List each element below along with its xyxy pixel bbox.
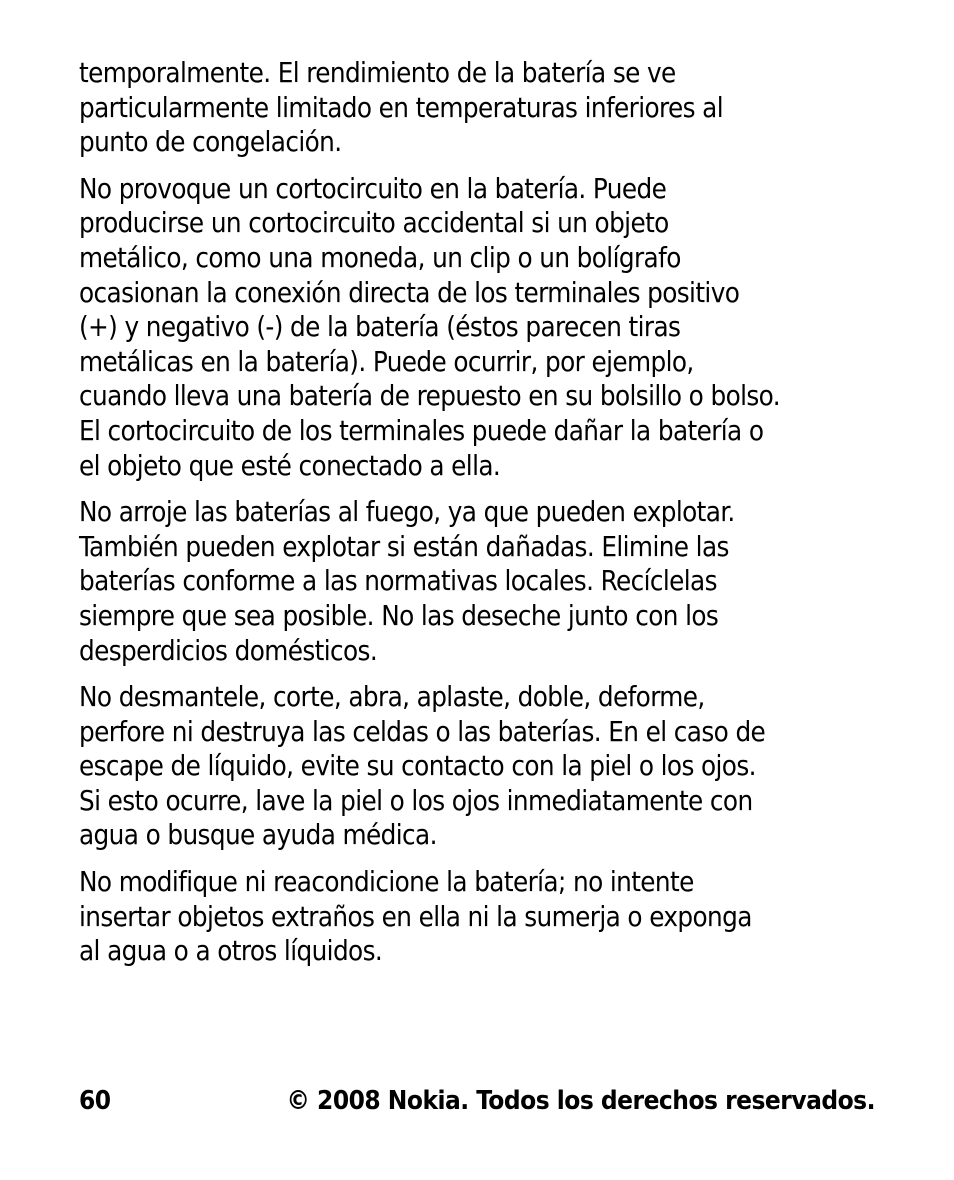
paragraph-dismantle: No desmantele, corte, abra, aplaste, doble, deforme, perfore ni destruya las celdas o las baterías. En el caso de escape de líquido, evite su contacto con la piel o los ojos. Si esto ocurre, lave la piel o los ojos inmediatamente con agua o busque ayuda médica. [79,681,766,852]
paragraph-modify: No modifique ni reacondicione la batería; no intente insertar objetos extraños en ella ni la sumerja o exponga al agua o a otros líquidos. [79,866,752,968]
document-body [79,56,879,981]
page-footer [79,1086,875,1126]
paragraph-battery-temperature: temporalmente. El rendimiento de la batería se ve particularmente limitado en temperaturas inferiores al punto de congelación. [79,57,724,159]
paragraph-fire-disposal: No arroje las baterías al fuego, ya que pueden explotar. También pueden explotar si están dañadas. Elimine las baterías conforme a las normativas locales. Recíclelas siempre que sea posible. No las deseche junto con los desperdicios domésticos. [79,496,735,667]
copyright-notice: © 2008 Nokia. Todos los derechos reservados. [286,1086,875,1116]
page-number: 60 [79,1086,111,1116]
paragraph-short-circuit: No provoque un cortocircuito en la batería. Puede producirse un cortocircuito accidental si un objeto metálico, como una moneda, un clip o un bolígrafo ocasionan la conexión directa de los terminales positivo (+) y negativo (-) de la batería (éstos parecen tiras metálicas en la batería). Puede ocurrir, por ejemplo, cuando lleva una batería de repuesto en su bolsillo o bolso. El cortocircuito de los terminales puede dañar la batería o el objeto que esté conectado a ella. [79,172,780,482]
